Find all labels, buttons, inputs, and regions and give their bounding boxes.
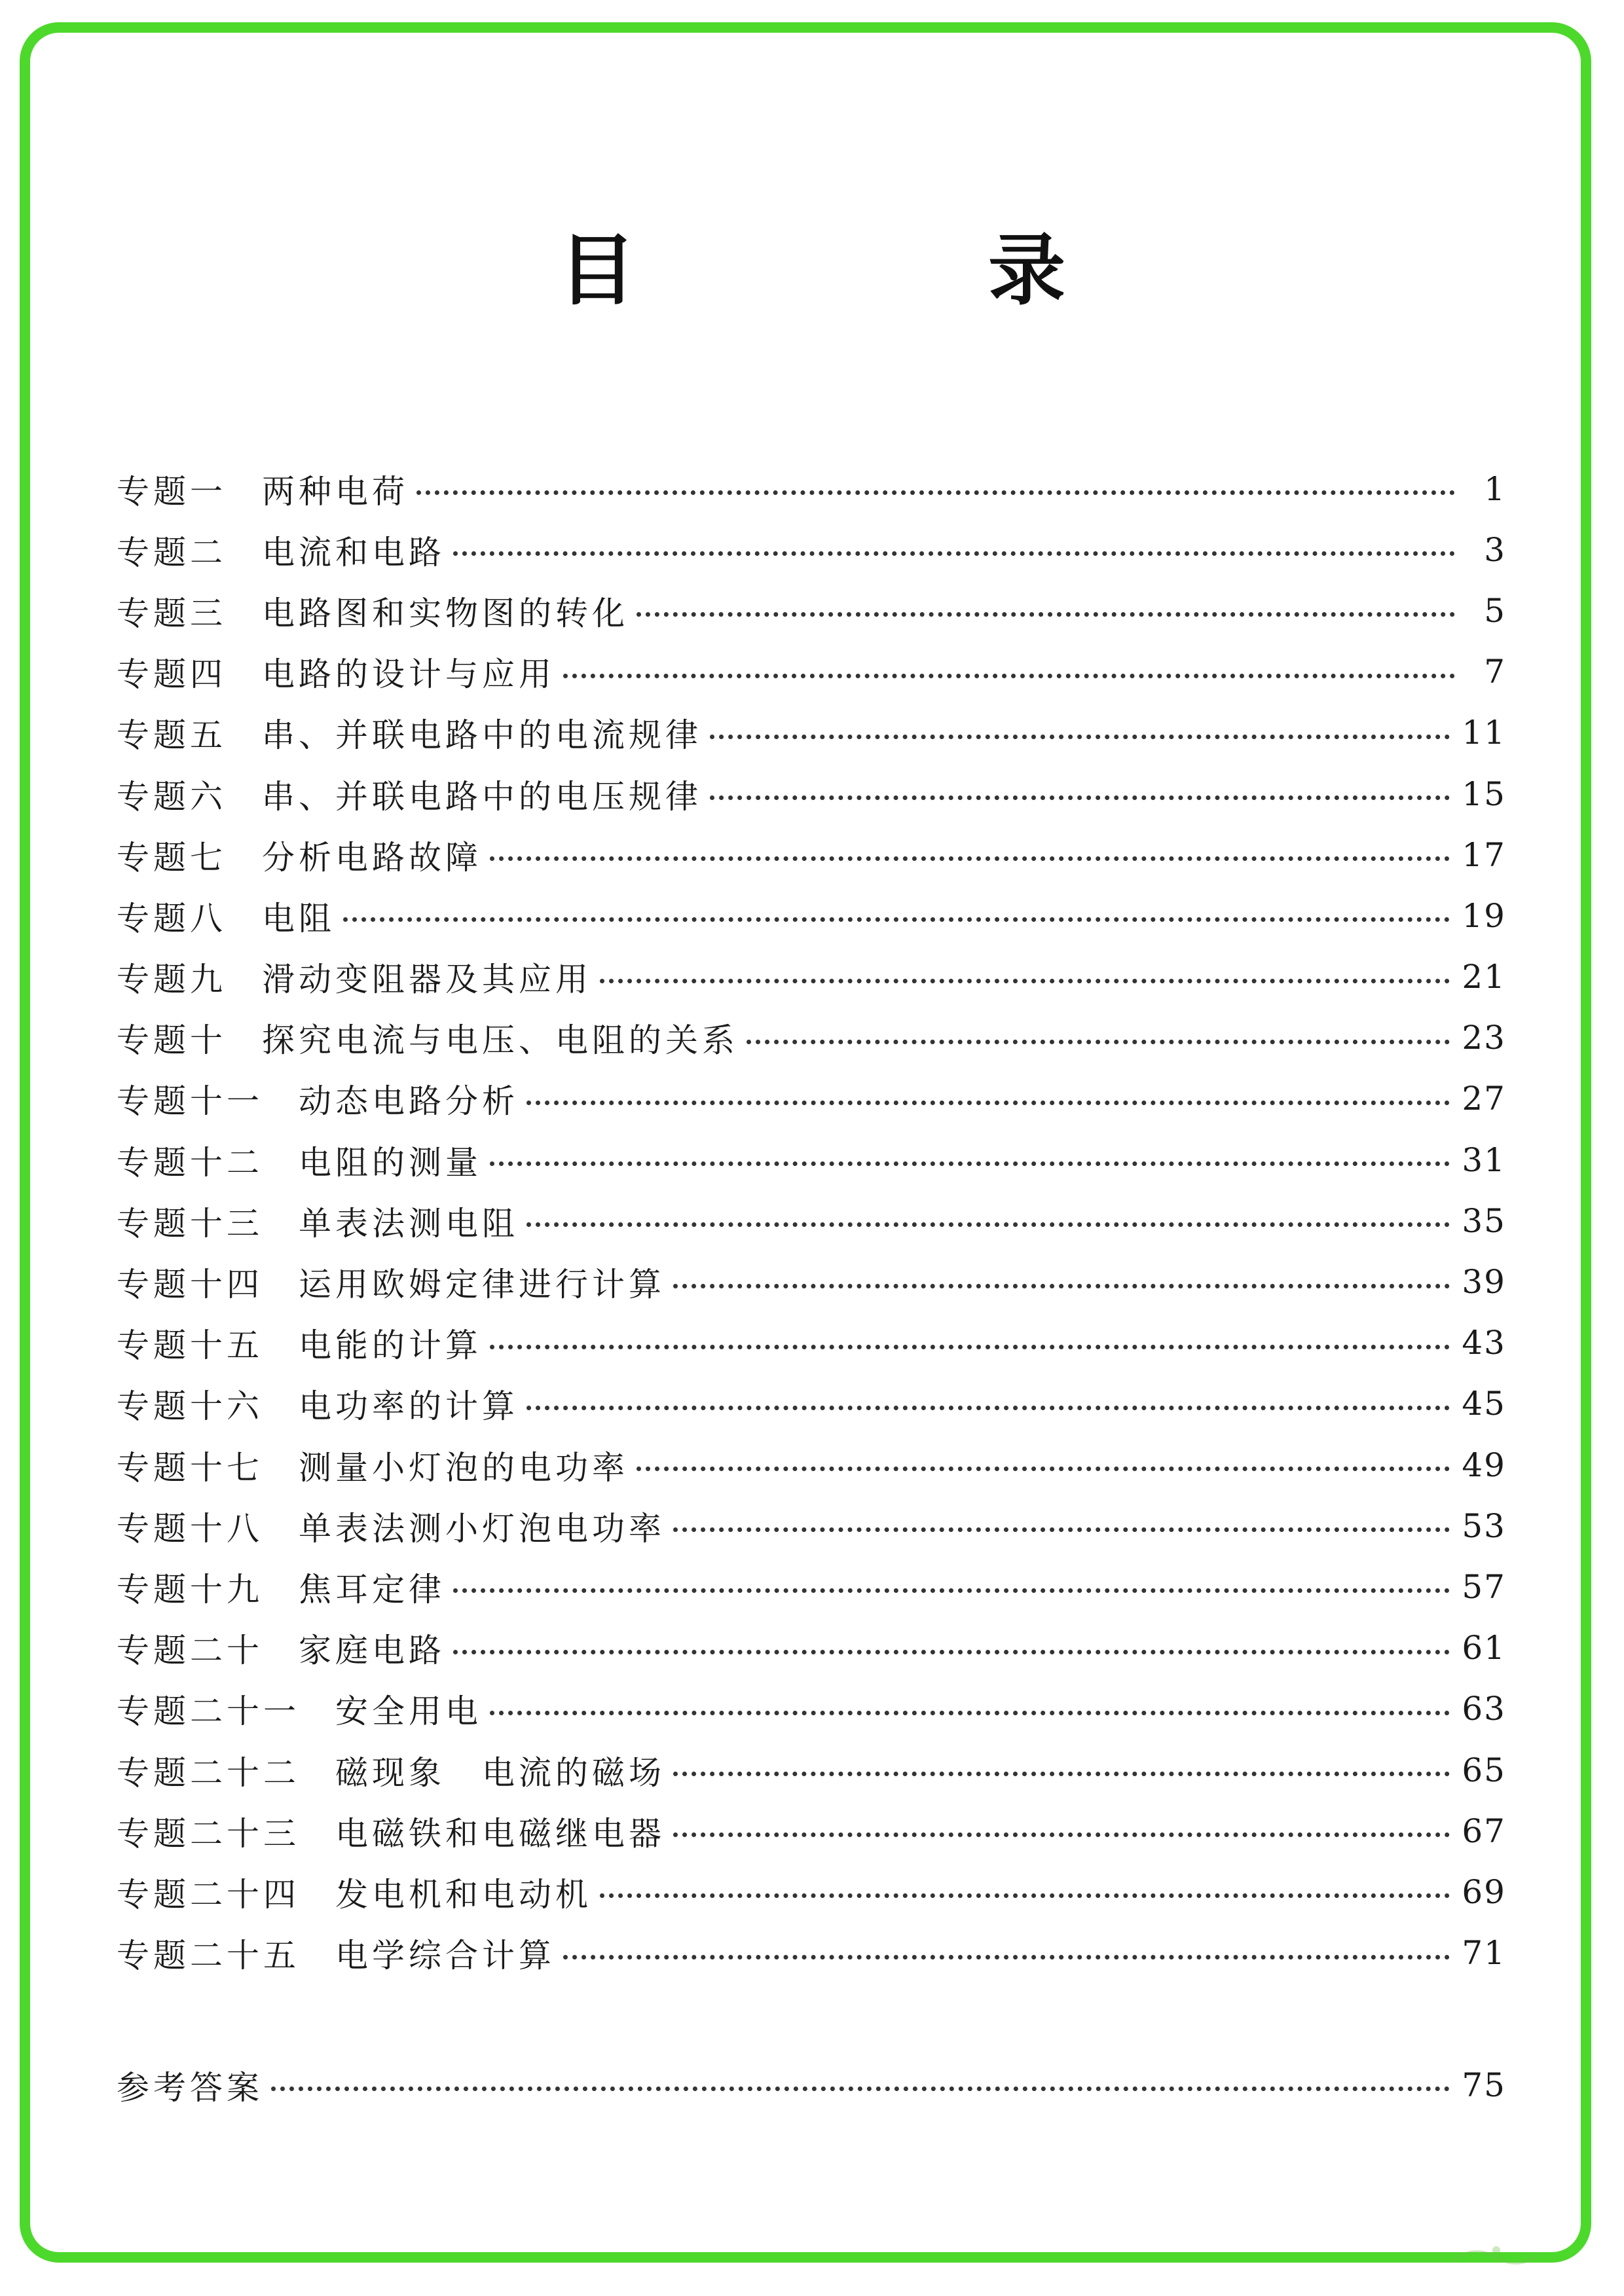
toc-entry[interactable]	[117, 1618, 1506, 1679]
dot-leader	[343, 917, 1450, 922]
toc-entry-number: 专题十六	[117, 1387, 263, 1426]
toc-entry-title: 电学综合计算	[335, 1937, 555, 1975]
toc-entry-title: 单表法测小灯泡电功率	[299, 1509, 665, 1548]
toc-page-number: 11	[1462, 714, 1506, 752]
dot-leader	[526, 1101, 1450, 1105]
toc-entry-answers[interactable]	[117, 2054, 1506, 2115]
toc-entry[interactable]	[117, 1190, 1506, 1251]
dot-leader	[673, 1284, 1450, 1288]
dot-leader	[490, 1161, 1450, 1166]
toc-entry[interactable]	[117, 642, 1506, 702]
toc-page-number: 23	[1462, 1019, 1506, 1057]
toc-entry-title: 串、并联电路中的电压规律	[262, 777, 702, 816]
toc-entry-number: 专题十二	[117, 1143, 263, 1182]
toc-entry-title: 探究电流与电压、电阻的关系	[262, 1021, 739, 1060]
toc-entry-number: 专题八	[117, 899, 227, 938]
toc-entry[interactable]	[117, 1800, 1506, 1861]
toc-entry[interactable]	[117, 1679, 1506, 1740]
toc-entry[interactable]	[117, 1313, 1506, 1374]
toc-entry-title: 测量小灯泡的电功率	[299, 1448, 629, 1487]
toc-page-number: 27	[1462, 1080, 1506, 1118]
toc-entry-title: 磁现象 电流的磁场	[335, 1753, 665, 1792]
dot-leader	[637, 1467, 1450, 1471]
toc-page-number: 57	[1462, 1567, 1506, 1606]
toc-entry[interactable]	[117, 1861, 1506, 1922]
toc-entry[interactable]	[117, 519, 1506, 580]
toc-page-number: 63	[1462, 1690, 1506, 1728]
toc-entry-title: 电流和电路	[262, 533, 445, 572]
toc-entry[interactable]	[117, 1008, 1506, 1068]
toc-entry-number: 专题二	[117, 533, 227, 572]
toc-entry-number: 专题二十三	[117, 1814, 300, 1853]
toc-entry[interactable]	[117, 1129, 1506, 1190]
toc-entry[interactable]	[117, 824, 1506, 885]
toc-entry-title: 运用欧姆定律进行计算	[299, 1266, 665, 1304]
toc-entry[interactable]	[117, 1740, 1506, 1800]
toc-entry-number: 专题五	[117, 716, 227, 755]
toc-entry[interactable]	[117, 1556, 1506, 1617]
toc-entry-number: 专题十九	[117, 1570, 263, 1609]
dot-leader	[710, 735, 1450, 739]
dot-leader	[526, 1222, 1450, 1227]
toc-page-number: 19	[1462, 896, 1506, 935]
toc-entry-title: 焦耳定律	[299, 1570, 445, 1609]
toc-entry-number: 专题二十五	[117, 1937, 300, 1975]
toc-page-number: 69	[1462, 1872, 1506, 1911]
toc-page-number: 71	[1462, 1934, 1506, 1973]
toc-page-number: 1	[1484, 469, 1506, 508]
dot-leader	[673, 1832, 1450, 1837]
toc-entry[interactable]	[117, 1068, 1506, 1129]
toc-page-number: 45	[1462, 1385, 1506, 1423]
toc-page-number: 5	[1484, 591, 1506, 630]
toc-entry[interactable]	[117, 1495, 1506, 1556]
toc-entry-number: 专题十一	[117, 1082, 263, 1121]
toc-page-number: 39	[1462, 1263, 1506, 1302]
toc-entry-title: 电阻的测量	[299, 1143, 482, 1182]
toc-entry-title: 安全用电	[335, 1692, 482, 1731]
toc-page-number: 67	[1462, 1812, 1506, 1850]
toc-entry-title: 电磁铁和电磁继电器	[335, 1814, 665, 1853]
toc-page-number: 49	[1462, 1446, 1506, 1484]
table-of-contents	[117, 458, 1506, 1984]
toc-entry-title: 两种电荷	[262, 472, 409, 511]
toc-entry-number: 专题十五	[117, 1326, 263, 1365]
toc-page-number: 15	[1462, 774, 1506, 813]
toc-entry[interactable]	[117, 1434, 1506, 1495]
dot-leader	[600, 1893, 1450, 1898]
toc-entry[interactable]	[117, 1374, 1506, 1434]
dot-leader	[453, 1588, 1450, 1593]
toc-entry-title: 家庭电路	[299, 1631, 445, 1670]
toc-entry[interactable]	[117, 1251, 1506, 1312]
dot-leader	[526, 1406, 1450, 1410]
dot-leader	[747, 1040, 1450, 1044]
toc-entry-title: 发电机和电动机	[335, 1875, 592, 1914]
toc-entry-number: 专题二十四	[117, 1875, 300, 1914]
toc-page-number: 3	[1484, 530, 1506, 569]
toc-entry[interactable]	[117, 580, 1506, 641]
dot-leader	[416, 490, 1455, 495]
toc-entry-number: 专题十三	[117, 1204, 263, 1243]
toc-entry-title: 滑动变阻器及其应用	[262, 960, 592, 999]
dot-leader	[563, 674, 1455, 678]
dot-leader	[490, 1711, 1450, 1715]
toc-page-number: 21	[1462, 958, 1506, 996]
toc-entry-number: 专题十	[117, 1021, 227, 1060]
toc-entry-label: 参考答案	[117, 2068, 263, 2107]
dot-leader	[710, 795, 1450, 800]
toc-entry-number: 专题六	[117, 777, 227, 816]
publisher-watermark-icon	[1447, 2241, 1545, 2267]
toc-entry-number: 专题四	[117, 655, 227, 694]
dot-leader	[490, 856, 1450, 861]
toc-entry-title: 电功率的计算	[299, 1387, 519, 1426]
toc-entry-title: 单表法测电阻	[299, 1204, 519, 1243]
toc-entry-title: 电路的设计与应用	[262, 655, 555, 694]
toc-entry-number: 专题一	[117, 472, 227, 511]
toc-page-number: 35	[1462, 1201, 1506, 1240]
toc-entry-number: 专题七	[117, 838, 227, 877]
toc-entry-number: 专题十七	[117, 1448, 263, 1487]
toc-entry[interactable]	[117, 763, 1506, 824]
toc-entry[interactable]	[117, 702, 1506, 763]
toc-entry-number: 专题二十一	[117, 1692, 300, 1731]
toc-entry-title: 分析电路故障	[262, 838, 482, 877]
toc-entry[interactable]	[117, 458, 1506, 519]
dot-leader	[271, 2086, 1450, 2091]
dot-leader	[673, 1527, 1450, 1532]
toc-entry-number: 专题三	[117, 594, 227, 632]
dot-leader	[453, 551, 1455, 556]
toc-page-number: 43	[1462, 1324, 1506, 1362]
dot-leader	[490, 1345, 1450, 1349]
toc-entry[interactable]	[117, 1923, 1506, 1984]
toc-entry[interactable]	[117, 885, 1506, 946]
dot-leader	[673, 1772, 1450, 1776]
toc-entry-number: 专题九	[117, 960, 227, 999]
dot-leader	[563, 1955, 1450, 1959]
dot-leader	[637, 612, 1455, 617]
toc-entry-number: 专题二十二	[117, 1753, 300, 1792]
toc-entry[interactable]	[117, 947, 1506, 1008]
dot-leader	[453, 1650, 1450, 1654]
toc-entry-title: 电路图和实物图的转化	[262, 594, 629, 632]
toc-page-number: 31	[1462, 1140, 1506, 1179]
toc-entry-title: 电阻	[262, 899, 335, 938]
toc-entry-title: 动态电路分析	[299, 1082, 519, 1121]
toc-entry-number: 专题十八	[117, 1509, 263, 1548]
toc-entry-title: 电能的计算	[299, 1326, 482, 1365]
toc-page-number: 61	[1462, 1629, 1506, 1667]
toc-entry-number: 专题十四	[117, 1266, 263, 1304]
toc-entry-title: 串、并联电路中的电流规律	[262, 716, 702, 755]
toc-page-number: 65	[1462, 1751, 1506, 1789]
toc-page-number: 7	[1484, 653, 1506, 691]
toc-page-number: 17	[1462, 835, 1506, 874]
toc-entry-number: 专题二十	[117, 1631, 263, 1670]
dot-leader	[600, 979, 1450, 983]
toc-page-number: 53	[1462, 1506, 1506, 1545]
toc-page-number: 75	[1462, 2066, 1506, 2104]
page-title: 目 录	[558, 225, 1203, 316]
